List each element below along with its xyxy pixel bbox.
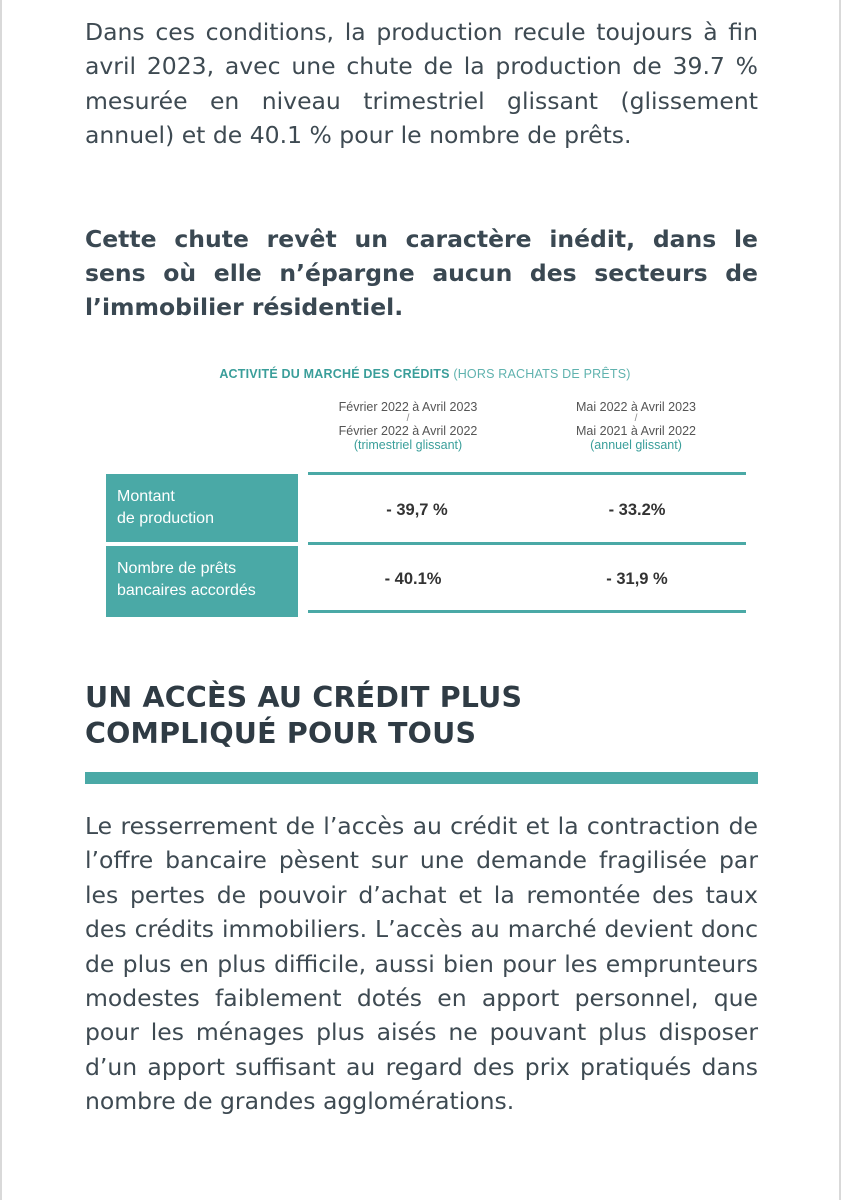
column-header-line1: Février 2022 à Avril 2023 <box>338 400 478 414</box>
row-header-line1: Montant <box>117 488 175 505</box>
column-header-separator: / <box>406 413 410 424</box>
table-title-sub: (HORS RACHATS DE PRÊTS) <box>453 367 631 381</box>
column-header-quarterly <box>293 400 523 452</box>
section-heading <box>85 680 758 752</box>
column-header-subtitle: (annuel glissant) <box>590 438 682 452</box>
body-paragraph: Le resserrement de l’accès au crédit et la contraction de l’offre bancaire pèsent sur une demande fragilisée par les pertes de pouvoir d’achat et la remontée des taux des crédits immobiliers. L’accès au marché devient donc de plus en plus difficile, aussi bien pour les emprunteurs modestes faiblement dotés en apport personnel, que pour les ménages plus aisés ne pouvant plus disposer d’un apport suffisant au regard des prix pratiqués dans nombre de grandes agglomérations. <box>85 812 758 1116</box>
cell-production-quarterly: - 39,7 % <box>386 501 448 519</box>
row-header-loans <box>106 546 298 617</box>
column-header-separator: / <box>634 413 638 424</box>
cell-loans-annual: - 31,9 % <box>606 570 668 588</box>
highlight-paragraph: Cette chute revêt un caractère inédit, dans le sens où elle n’épargne aucun des secteurs de l’immobilier résidentiel. <box>85 225 758 321</box>
section-heading-line2: COMPLIQUÉ POUR TOUS <box>85 717 477 750</box>
section-divider-bar <box>85 772 758 784</box>
column-header-subtitle: (trimestriel glissant) <box>353 438 463 452</box>
column-header-annual <box>521 400 751 452</box>
table-title-main: ACTIVITÉ DU MARCHÉ DES CRÉDITS <box>219 367 450 381</box>
table-rule-top <box>308 472 746 475</box>
row-header-line2: de production <box>117 510 214 527</box>
page-right-edge <box>839 0 841 1200</box>
cell-production-annual: - 33.2% <box>608 501 666 519</box>
column-header-line2: Février 2022 à Avril 2022 <box>338 424 478 438</box>
cell-loans-quarterly: - 40.1% <box>384 570 442 588</box>
table-rule-middle <box>308 542 746 545</box>
table-rule-bottom <box>308 610 746 613</box>
intro-paragraph: Dans ces conditions, la production recule toujours à fin avril 2023, avec une chute de la production de 39.7 % mesurée en niveau trimestriel glissant (glissement annuel) et de 40.1 % pour le nombre de prêts. <box>85 18 758 150</box>
section-heading-line1: UN ACCÈS AU CRÉDIT PLUS <box>85 681 523 714</box>
page-left-edge <box>0 0 2 1200</box>
row-header-production <box>106 474 298 542</box>
column-header-line2: Mai 2021 à Avril 2022 <box>576 424 696 438</box>
table-title <box>105 367 745 381</box>
row-header-line2: bancaires accordés <box>117 582 256 599</box>
row-header-line1: Nombre de prêts <box>117 560 237 577</box>
column-header-line1: Mai 2022 à Avril 2023 <box>576 400 696 414</box>
